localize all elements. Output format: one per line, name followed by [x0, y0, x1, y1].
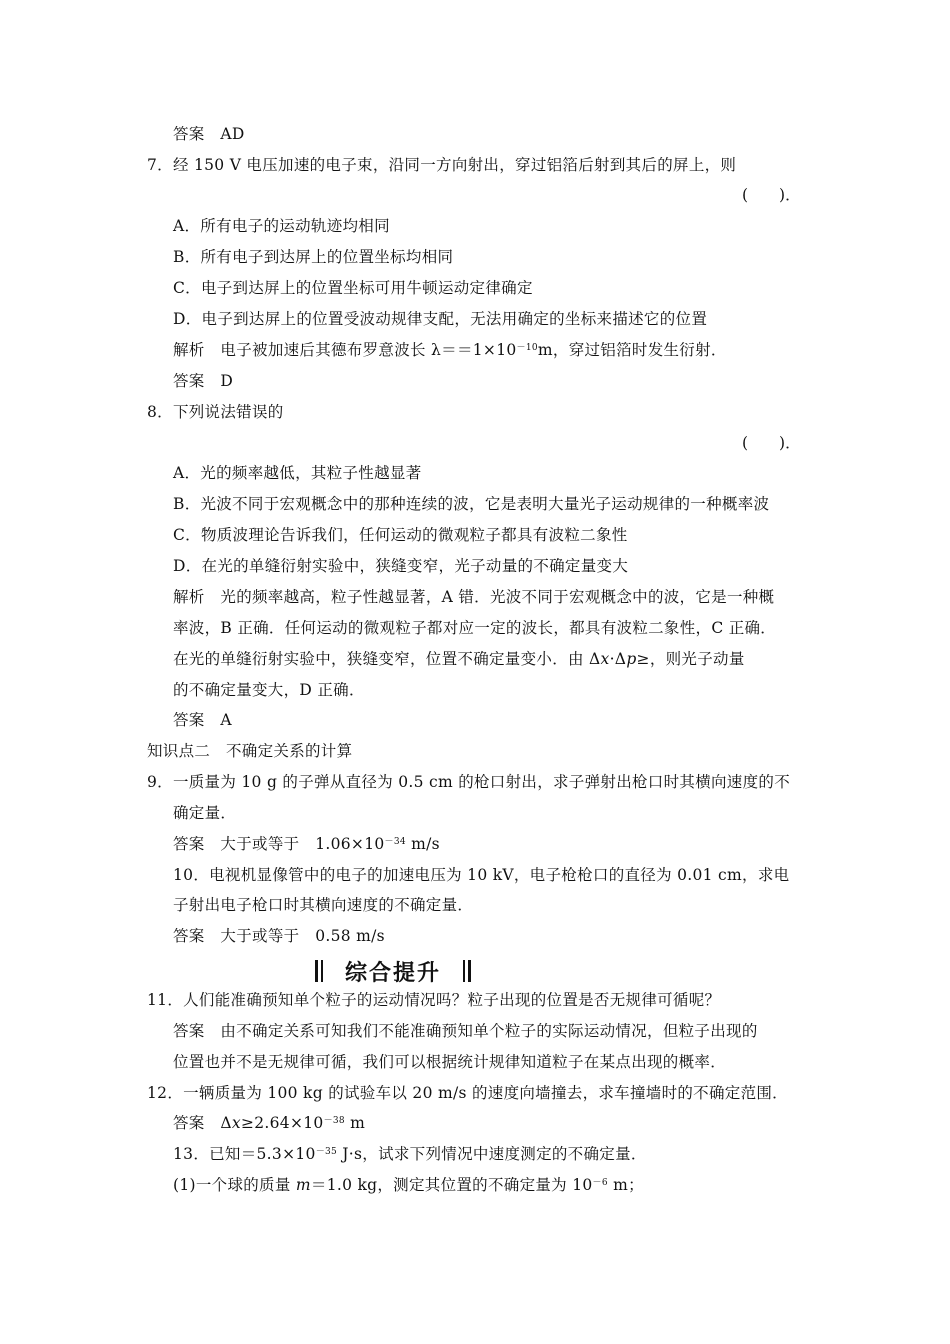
banner-bar-right — [468, 960, 471, 982]
section-banner — [315, 956, 471, 986]
q8-answer-paren: ( )． — [742, 434, 801, 452]
q7-stem: 7．经 150 V 电压加速的电子束，沿同一方向射出，穿过铝箔后射到其后的屏上，则 — [147, 156, 737, 174]
q8-analysis-line4: 的不确定量变大，D 正确． — [173, 681, 365, 699]
q13-subquestion-1: (1)一个球的质量 m＝1.0 kg，测定其位置的不确定量为 $10^{-6}$ m； — [173, 1176, 644, 1194]
q7-option-b: B．所有电子到达屏上的位置坐标均相同 — [173, 248, 454, 266]
q7-option-c: C．电子到达屏上的位置坐标可用牛顿运动定律确定 — [173, 279, 533, 297]
q12-answer: 答案 $\Delta x\ge 2.64\times 10^{-38}$ m — [173, 1114, 366, 1132]
q9-stem-line1: 9．一质量为 10 g 的子弹从直径为 0.5 cm 的枪口射出，求子弹射出枪口时其横向速度的不 — [147, 773, 790, 791]
q13-stem: 13．已知$=5.3\times 10^{-35}$ J·s，试求下列情况中速度测定的不确定量． — [173, 1145, 647, 1163]
q7-option-a: A．所有电子的运动轨迹均相同 — [173, 217, 390, 235]
q10-stem-line1: 10．电视机显像管中的电子的加速电压为 10 kV，电子枪枪口的直径为 0.01 cm，求电 — [173, 866, 790, 884]
banner-bar-left-thin — [321, 960, 323, 982]
q7-answer: 答案 D — [173, 372, 234, 390]
q8-analysis-line2: 率波，B 正确．任何运动的微观粒子都对应一定的波长，都具有波粒二象性，C 正确． — [173, 619, 777, 637]
banner-bar-right-thin — [463, 960, 465, 982]
banner-bar-left — [315, 960, 318, 982]
q8-option-c: C．物质波理论告诉我们，任何运动的微观粒子都具有波粒二象性 — [173, 526, 628, 544]
q11-answer-line1: 答案 由不确定关系可知我们不能准确预知单个粒子的实际运动情况，但粒子出现的 — [173, 1022, 758, 1040]
q12-stem: 12．一辆质量为 100 kg 的试验车以 20 m/s 的速度向墙撞去，求车撞墙时的不确定范围． — [147, 1084, 788, 1102]
q6-answer: 答案 AD — [173, 125, 245, 143]
banner-title: 综合提升 — [345, 960, 442, 986]
q8-option-d: D．在光的单缝衍射实验中，狭缝变窄，光子动量的不确定量变大 — [173, 557, 629, 575]
q7-answer-paren: ( )． — [742, 186, 801, 204]
q11-answer-line2: 位置也并不是无规律可循，我们可以根据统计规律知道粒子在某点出现的概率． — [173, 1053, 727, 1071]
section-heading: 知识点二 不确定关系的计算 — [147, 742, 353, 760]
q8-analysis-line1: 解析 光的频率越高，粒子性越显著，A 错．光波不同于宏观概念中的波，它是一种概 — [173, 588, 775, 606]
q8-analysis-line3: 在光的单缝衍射实验中，狭缝变窄，位置不确定量变小．由 Δx·Δp≥，则光子动量 — [173, 650, 745, 668]
q8-option-a: A．光的频率越低，其粒子性越显著 — [173, 464, 422, 482]
q10-answer: 答案 大于或等于 0.58 m/s — [173, 927, 385, 945]
q7-option-d: D．电子到达屏上的位置受波动规律支配，无法用确定的坐标来描述它的位置 — [173, 310, 708, 328]
q7-analysis: 解析 电子被加速后其德布罗意波长 $\lambda==1\times 10^{-10}m$，穿过铝箔时发生衍射． — [173, 341, 727, 359]
q10-stem-line2: 子射出电子枪口时其横向速度的不确定量． — [173, 896, 474, 914]
q8-stem: 8．下列说法错误的 — [147, 403, 284, 421]
q8-answer: 答案 A — [173, 711, 232, 729]
q9-answer: 答案 大于或等于 $1.06\times 10^{-34}$ m/s — [173, 835, 440, 853]
q11-stem: 11．人们能准确预知单个粒子的运动情况吗？粒子出现的位置是否无规律可循呢？ — [147, 991, 721, 1009]
q8-option-b: B．光波不同于宏观概念中的那种连续的波，它是表明大量光子运动规律的一种概率波 — [173, 495, 770, 513]
q9-stem-line2: 确定量． — [173, 804, 237, 822]
